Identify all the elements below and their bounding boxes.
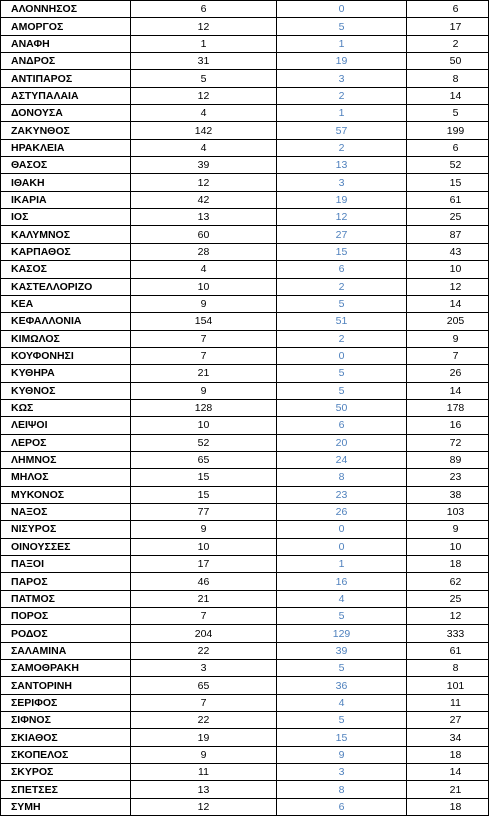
total-cell: 38 (407, 486, 489, 503)
table-row (1, 417, 489, 434)
total-cell: 34 (407, 729, 489, 746)
count-a-cell: 39 (131, 157, 277, 174)
table-row (1, 503, 489, 520)
total-cell: 14 (407, 295, 489, 312)
count-b-cell: 6 (277, 798, 407, 815)
island-name-cell: ΝΑΞΟΣ (1, 503, 131, 520)
count-a-cell: 7 (131, 694, 277, 711)
table-row (1, 608, 489, 625)
count-a-cell: 52 (131, 434, 277, 451)
total-cell: 62 (407, 573, 489, 590)
total-cell: 12 (407, 608, 489, 625)
total-cell: 14 (407, 87, 489, 104)
total-cell: 10 (407, 538, 489, 555)
count-b-cell: 5 (277, 712, 407, 729)
count-b-cell: 1 (277, 35, 407, 52)
count-b-cell: 6 (277, 261, 407, 278)
island-name-cell: ΔΟΝΟΥΣΑ (1, 105, 131, 122)
island-name-cell: ΚΥΘΝΟΣ (1, 382, 131, 399)
count-a-cell: 21 (131, 590, 277, 607)
count-b-cell: 8 (277, 469, 407, 486)
island-name-cell: ΚΙΜΩΛΟΣ (1, 330, 131, 347)
total-cell: 199 (407, 122, 489, 139)
island-name-cell: ΚΑΣΤΕΛΛΟΡΙΖΟ (1, 278, 131, 295)
island-name-cell: ΠΟΡΟΣ (1, 608, 131, 625)
island-name-cell: ΗΡΑΚΛΕΙΑ (1, 139, 131, 156)
island-name-cell: ΛΕΙΨΟΙ (1, 417, 131, 434)
count-a-cell: 28 (131, 243, 277, 260)
table-row (1, 538, 489, 555)
count-a-cell: 4 (131, 105, 277, 122)
island-name-cell: ΚΩΣ (1, 399, 131, 416)
count-b-cell: 27 (277, 226, 407, 243)
count-a-cell: 10 (131, 417, 277, 434)
count-a-cell: 7 (131, 330, 277, 347)
count-b-cell: 8 (277, 781, 407, 798)
count-a-cell: 22 (131, 712, 277, 729)
island-name-cell: ΣΕΡΙΦΟΣ (1, 694, 131, 711)
count-a-cell: 5 (131, 70, 277, 87)
count-b-cell: 5 (277, 365, 407, 382)
island-name-cell: ΚΕΑ (1, 295, 131, 312)
island-name-cell: ΣΙΦΝΟΣ (1, 712, 131, 729)
island-name-cell: ΑΛΟΝΝΗΣΟΣ (1, 1, 131, 18)
island-name-cell: ΖΑΚΥΝΘΟΣ (1, 122, 131, 139)
table-row (1, 399, 489, 416)
table-row (1, 469, 489, 486)
count-a-cell: 3 (131, 660, 277, 677)
count-b-cell: 4 (277, 590, 407, 607)
island-name-cell: ΣΑΝΤΟΡΙΝΗ (1, 677, 131, 694)
total-cell: 21 (407, 781, 489, 798)
total-cell: 2 (407, 35, 489, 52)
total-cell: 26 (407, 365, 489, 382)
count-b-cell: 5 (277, 660, 407, 677)
island-name-cell: ΟΙΝΟΥΣΣΕΣ (1, 538, 131, 555)
table-row (1, 642, 489, 659)
total-cell: 7 (407, 347, 489, 364)
island-name-cell: ΣΚΥΡΟΣ (1, 764, 131, 781)
count-a-cell: 7 (131, 347, 277, 364)
island-name-cell: ΣΚΙΑΘΟΣ (1, 729, 131, 746)
count-a-cell: 15 (131, 469, 277, 486)
count-a-cell: 11 (131, 764, 277, 781)
count-b-cell: 19 (277, 191, 407, 208)
count-a-cell: 42 (131, 191, 277, 208)
table-row (1, 451, 489, 468)
count-b-cell: 2 (277, 278, 407, 295)
count-a-cell: 77 (131, 503, 277, 520)
island-name-cell: ΑΜΟΡΓΟΣ (1, 18, 131, 35)
island-name-cell: ΘΑΣΟΣ (1, 157, 131, 174)
island-name-cell: ΝΙΣΥΡΟΣ (1, 521, 131, 538)
total-cell: 8 (407, 660, 489, 677)
total-cell: 89 (407, 451, 489, 468)
table-row (1, 660, 489, 677)
island-name-cell: ΑΝΔΡΟΣ (1, 53, 131, 70)
table-row (1, 87, 489, 104)
total-cell: 9 (407, 330, 489, 347)
count-b-cell: 0 (277, 1, 407, 18)
island-name-cell: ΠΑΤΜΟΣ (1, 590, 131, 607)
total-cell: 6 (407, 1, 489, 18)
table-row (1, 209, 489, 226)
count-a-cell: 60 (131, 226, 277, 243)
island-name-cell: ΣΑΛΑΜΙΝΑ (1, 642, 131, 659)
count-a-cell: 7 (131, 608, 277, 625)
table-row (1, 781, 489, 798)
count-a-cell: 12 (131, 798, 277, 815)
count-b-cell: 19 (277, 53, 407, 70)
count-a-cell: 4 (131, 261, 277, 278)
total-cell: 14 (407, 764, 489, 781)
table-row (1, 18, 489, 35)
count-a-cell: 65 (131, 677, 277, 694)
count-b-cell: 2 (277, 139, 407, 156)
table-row (1, 625, 489, 642)
island-name-cell: ΙΟΣ (1, 209, 131, 226)
count-a-cell: 6 (131, 1, 277, 18)
total-cell: 14 (407, 382, 489, 399)
count-b-cell: 1 (277, 556, 407, 573)
count-a-cell: 21 (131, 365, 277, 382)
count-a-cell: 154 (131, 313, 277, 330)
total-cell: 50 (407, 53, 489, 70)
table-row (1, 53, 489, 70)
island-name-cell: ΣΚΟΠΕΛΟΣ (1, 746, 131, 763)
table-row (1, 729, 489, 746)
table-row (1, 226, 489, 243)
count-b-cell: 39 (277, 642, 407, 659)
total-cell: 61 (407, 191, 489, 208)
count-b-cell: 26 (277, 503, 407, 520)
count-b-cell: 0 (277, 538, 407, 555)
count-a-cell: 10 (131, 538, 277, 555)
count-a-cell: 22 (131, 642, 277, 659)
count-a-cell: 13 (131, 209, 277, 226)
count-b-cell: 5 (277, 382, 407, 399)
count-b-cell: 50 (277, 399, 407, 416)
count-b-cell: 13 (277, 157, 407, 174)
count-b-cell: 5 (277, 295, 407, 312)
count-a-cell: 204 (131, 625, 277, 642)
table-row (1, 486, 489, 503)
island-name-cell: ΜΥΚΟΝΟΣ (1, 486, 131, 503)
island-name-cell: ΚΕΦΑΛΛΟΝΙΑ (1, 313, 131, 330)
count-b-cell: 0 (277, 521, 407, 538)
table-row (1, 122, 489, 139)
total-cell: 18 (407, 556, 489, 573)
total-cell: 25 (407, 209, 489, 226)
table-row (1, 174, 489, 191)
total-cell: 6 (407, 139, 489, 156)
total-cell: 43 (407, 243, 489, 260)
table-row (1, 382, 489, 399)
count-b-cell: 3 (277, 70, 407, 87)
count-b-cell: 9 (277, 746, 407, 763)
count-a-cell: 142 (131, 122, 277, 139)
table-row (1, 365, 489, 382)
table-row (1, 434, 489, 451)
island-name-cell: ΑΝΤΙΠΑΡΟΣ (1, 70, 131, 87)
count-b-cell: 0 (277, 347, 407, 364)
table-row (1, 746, 489, 763)
table-row (1, 712, 489, 729)
count-a-cell: 17 (131, 556, 277, 573)
count-b-cell: 2 (277, 330, 407, 347)
island-name-cell: ΑΝΑΦΗ (1, 35, 131, 52)
table-row (1, 35, 489, 52)
island-name-cell: ΣΠΕΤΣΕΣ (1, 781, 131, 798)
table-row (1, 278, 489, 295)
count-a-cell: 9 (131, 521, 277, 538)
island-name-cell: ΠΑΡΟΣ (1, 573, 131, 590)
count-a-cell: 9 (131, 746, 277, 763)
total-cell: 15 (407, 174, 489, 191)
count-b-cell: 129 (277, 625, 407, 642)
table-row (1, 313, 489, 330)
table-body (1, 1, 489, 816)
count-a-cell: 10 (131, 278, 277, 295)
count-b-cell: 51 (277, 313, 407, 330)
table-row (1, 261, 489, 278)
total-cell: 205 (407, 313, 489, 330)
island-name-cell: ΣΥΜΗ (1, 798, 131, 815)
table-row (1, 157, 489, 174)
table-row (1, 347, 489, 364)
count-b-cell: 36 (277, 677, 407, 694)
count-a-cell: 12 (131, 87, 277, 104)
count-a-cell: 128 (131, 399, 277, 416)
count-a-cell: 15 (131, 486, 277, 503)
count-b-cell: 12 (277, 209, 407, 226)
total-cell: 11 (407, 694, 489, 711)
table-row (1, 677, 489, 694)
count-b-cell: 3 (277, 764, 407, 781)
island-name-cell: ΙΚΑΡΙΑ (1, 191, 131, 208)
count-b-cell: 16 (277, 573, 407, 590)
table-row (1, 521, 489, 538)
island-name-cell: ΛΕΡΟΣ (1, 434, 131, 451)
total-cell: 103 (407, 503, 489, 520)
count-b-cell: 15 (277, 729, 407, 746)
total-cell: 25 (407, 590, 489, 607)
total-cell: 87 (407, 226, 489, 243)
island-name-cell: ΑΣΤΥΠΑΛΑΙΑ (1, 87, 131, 104)
count-a-cell: 12 (131, 174, 277, 191)
count-b-cell: 5 (277, 608, 407, 625)
table-row (1, 70, 489, 87)
total-cell: 333 (407, 625, 489, 642)
count-a-cell: 19 (131, 729, 277, 746)
island-name-cell: ΙΘΑΚΗ (1, 174, 131, 191)
count-b-cell: 3 (277, 174, 407, 191)
count-a-cell: 65 (131, 451, 277, 468)
table-row (1, 191, 489, 208)
count-b-cell: 20 (277, 434, 407, 451)
total-cell: 72 (407, 434, 489, 451)
total-cell: 101 (407, 677, 489, 694)
island-name-cell: ΚΑΣΟΣ (1, 261, 131, 278)
table-row (1, 556, 489, 573)
total-cell: 17 (407, 18, 489, 35)
count-a-cell: 9 (131, 382, 277, 399)
total-cell: 12 (407, 278, 489, 295)
island-name-cell: ΚΥΘΗΡΑ (1, 365, 131, 382)
count-b-cell: 57 (277, 122, 407, 139)
island-name-cell: ΚΑΛΥΜΝΟΣ (1, 226, 131, 243)
count-b-cell: 5 (277, 18, 407, 35)
island-name-cell: ΜΗΛΟΣ (1, 469, 131, 486)
total-cell: 61 (407, 642, 489, 659)
count-a-cell: 31 (131, 53, 277, 70)
total-cell: 178 (407, 399, 489, 416)
count-a-cell: 12 (131, 18, 277, 35)
total-cell: 27 (407, 712, 489, 729)
count-b-cell: 24 (277, 451, 407, 468)
count-a-cell: 13 (131, 781, 277, 798)
total-cell: 10 (407, 261, 489, 278)
island-name-cell: ΚΑΡΠΑΘΟΣ (1, 243, 131, 260)
table-row (1, 590, 489, 607)
island-name-cell: ΡΟΔΟΣ (1, 625, 131, 642)
count-a-cell: 9 (131, 295, 277, 312)
count-b-cell: 23 (277, 486, 407, 503)
count-a-cell: 1 (131, 35, 277, 52)
island-name-cell: ΠΑΞΟΙ (1, 556, 131, 573)
total-cell: 8 (407, 70, 489, 87)
count-b-cell: 2 (277, 87, 407, 104)
table-row (1, 139, 489, 156)
table-row (1, 243, 489, 260)
table-row (1, 105, 489, 122)
count-b-cell: 6 (277, 417, 407, 434)
island-name-cell: ΚΟΥΦΟΝΗΣΙ (1, 347, 131, 364)
count-b-cell: 4 (277, 694, 407, 711)
total-cell: 16 (407, 417, 489, 434)
total-cell: 18 (407, 798, 489, 815)
island-name-cell: ΣΑΜΟΘΡΑΚΗ (1, 660, 131, 677)
count-a-cell: 46 (131, 573, 277, 590)
table-row (1, 764, 489, 781)
island-name-cell: ΛΗΜΝΟΣ (1, 451, 131, 468)
total-cell: 18 (407, 746, 489, 763)
count-a-cell: 4 (131, 139, 277, 156)
count-b-cell: 1 (277, 105, 407, 122)
total-cell: 9 (407, 521, 489, 538)
total-cell: 23 (407, 469, 489, 486)
table-row (1, 330, 489, 347)
table-row (1, 694, 489, 711)
table-row (1, 1, 489, 18)
table-row (1, 573, 489, 590)
total-cell: 52 (407, 157, 489, 174)
count-b-cell: 15 (277, 243, 407, 260)
table-row (1, 798, 489, 815)
table-row (1, 295, 489, 312)
total-cell: 5 (407, 105, 489, 122)
